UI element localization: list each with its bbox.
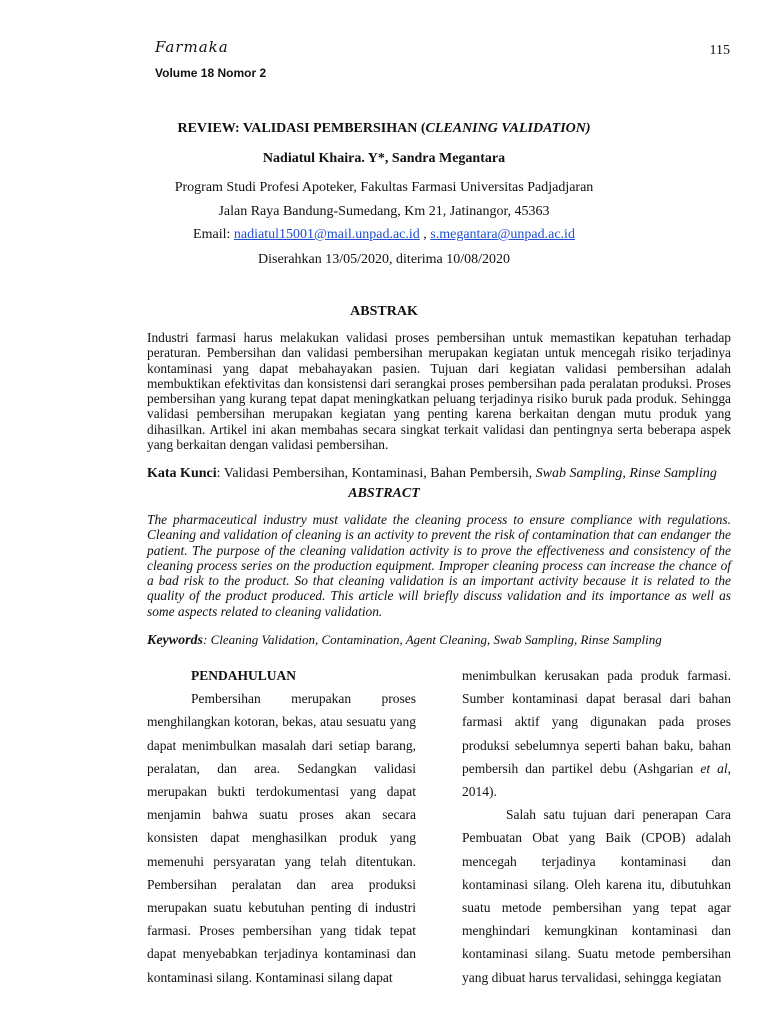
submission-dates: Diserahkan 13/05/2020, diterima 10/08/2020 — [258, 252, 510, 267]
address: Jalan Raya Bandung-Sumedang, Km 21, Jatinangor, 45363 — [218, 204, 550, 219]
paper-title — [0, 121, 768, 137]
abstrak-heading: ABSTRAK — [350, 304, 418, 319]
abstract-heading: ABSTRACT — [348, 486, 420, 501]
abstrak-text: Industri farmasi harus melakukan validasi proses pembersihan untuk memastikan kepatuhan terhadap peraturan. Pembersihan dan validasi pembersihan merupakan kegiatan untuk mencegah risiko terjadinya kontaminasi yang dapat mebahayakan pasien. Tujuan dari kegiatan validasi pembersihan adalah membuktikan efektivitas dan konsistensi dari serangkai proses pembersihan pada peralatan produksi. Proses pembersihan yang kurang tepat dapat meningkatkan peluang terjadinya risiko buruk pada produk. Sehingga validasi pembersihan merupakan kegiatan yang penting karena berkaitan dengan mutu produk yang dihasilkan. Artikel ini akan membahas secara singkat terkait validasi dan pentingnya serta beberapa aspek yang berkaitan dengan validasi pembersihan. — [147, 330, 731, 453]
email-separator: , — [419, 227, 431, 242]
journal-volume: Volume 18 Nomor 2 — [155, 66, 267, 80]
paper-title-main: REVIEW: VALIDASI PEMBERSIHAN ( — [177, 121, 426, 136]
keywords-text: : Cleaning Validation, Contamination, Agent Cleaning, Swab Sampling, Rinse Sampling — [203, 632, 662, 647]
kata-kunci — [147, 466, 717, 482]
kata-kunci-label: Kata Kunci — [147, 466, 217, 481]
abstract-text: The pharmaceutical industry must validate the cleaning process to ensure compliance with regulations. Cleaning and validation of cleaning is an activity to prevent the risk of contamination that can endanger the patient. The purpose of the cleaning validation activity is to prove the effectiveness and consistency of the cleaning process series on the production equipment. Improper cleaning process can increase the chance of a bad risk to the product. So that cleaning validation is an important activity because it is related to the quality of the product produced. This article will briefly discuss validation and its importance as well as some aspects related to cleaning validation. — [147, 512, 731, 619]
citation-et-al: et al — [700, 760, 728, 776]
email-label: Email: — [193, 227, 234, 242]
keywords-label: Keywords — [147, 633, 203, 648]
citation-year: , 2014). — [462, 760, 731, 800]
keywords — [147, 632, 662, 649]
email-link-2[interactable]: s.megantara@unpad.ac.id — [430, 227, 575, 242]
authors: Nadiatul Khaira. Y*, Sandra Megantara — [262, 151, 506, 166]
email-line — [0, 227, 768, 243]
kata-kunci-text: : Validasi Pembersihan, Kontaminasi, Bahan Pembersih, — [216, 466, 536, 481]
body-left-column — [147, 664, 416, 989]
body-paragraph: Pembersihan merupakan proses menghilangkan kotoran, bekas, atau sesuatu yang dapat menimbulkan masalah dari setiap barang, peralatan, dan area. Sedangkan validasi merupakan bukti terdokumentasi yang dapat menjamin bahwa suatu proses akan secara konsisten dapat menghasilkan produk yang memenuhi persyaratan yang telah ditentukan. Pembersihan peralatan dan area produksi merupakan suatu kebutuhan penting di industri farmasi. Proses pembersihan yang tidak tepat dapat menyebabkan terjadinya kontaminasi dan kontaminasi silang. Kontaminasi silang dapat — [147, 691, 416, 985]
body-text: menimbulkan kerusakan pada produk farmasi. Sumber kontaminasi dapat berasal dari bahan farmasi aktif yang digunakan pada proses produksi sebelumnya seperti bahan baku, bahan pembersih dan partikel debu (Ashgarian — [462, 668, 731, 776]
paper-title-italic: CLEANING VALIDATION) — [425, 121, 591, 136]
page-number: 115 — [709, 43, 730, 58]
body-right-column — [462, 664, 731, 989]
journal-name: Farmaka — [155, 38, 229, 56]
section-heading: PENDAHULUAN — [191, 668, 297, 683]
kata-kunci-italic: Swab Sampling, Rinse Sampling — [535, 466, 717, 481]
body-paragraph: Salah satu tujuan dari penerapan Cara Pembuatan Obat yang Baik (CPOB) adalah mencegah terjadinya kontaminasi dan kontaminasi silang. Oleh karena itu, dibutuhkan suatu metode pembersihan yang tepat agar menghindari kemungkinan kontaminasi dan kontaminasi silang. Suatu metode pembersihan yang dibuat harus tervalidasi, sehingga kegiatan — [462, 807, 731, 985]
affiliation: Program Studi Profesi Apoteker, Fakultas Farmasi Universitas Padjadjaran — [174, 180, 594, 195]
email-link-1[interactable]: nadiatul15001@mail.unpad.ac.id — [233, 227, 420, 242]
body-paragraph-continued — [462, 664, 731, 803]
